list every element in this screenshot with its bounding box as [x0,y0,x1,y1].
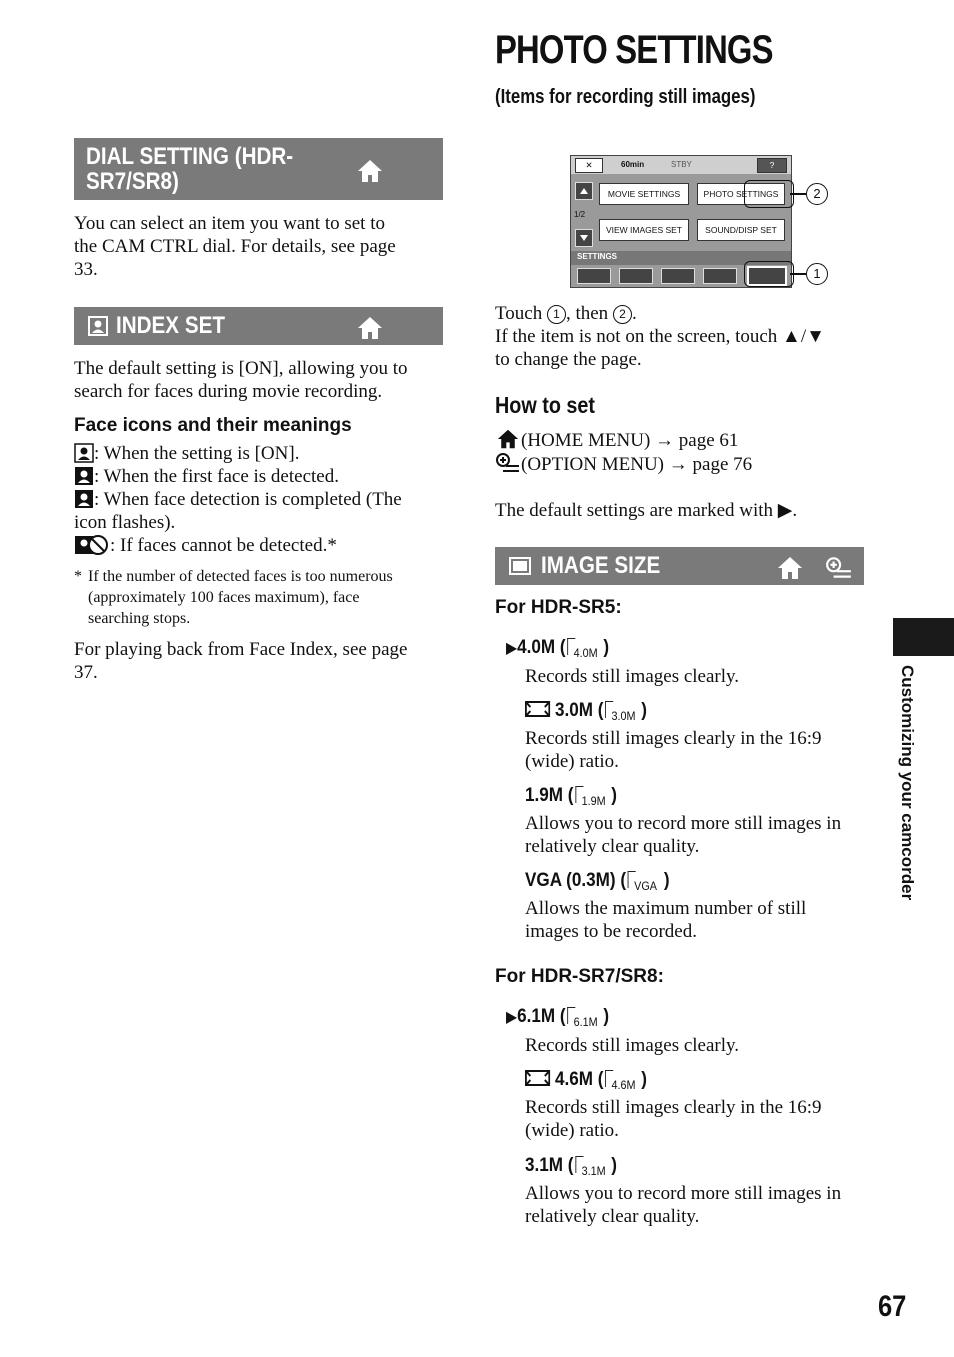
default-marker: ▶ [506,1009,518,1026]
touch-line [495,302,825,325]
footnote-mark: * [74,568,82,585]
lcd-settings-label: SETTINGS [577,252,618,261]
face-on-icon [74,443,94,463]
lcd-up-button[interactable] [575,182,593,200]
index-body-line: search for faces during movie recording. [74,381,383,402]
size-icon-label: 1.9M [581,794,606,808]
face-icon-item [74,465,446,488]
face-icons-subheading: Face icons and their meanings [74,415,352,436]
size-icon-label: 3.1M [581,1164,606,1178]
lcd-help-button[interactable]: ? [757,158,787,173]
dial-body [74,212,396,281]
default-note: The default settings are marked with ▶. [495,500,798,521]
size-icon-label: 4.0M [573,646,598,660]
lcd-page-indicator: 1/2 [574,210,586,219]
face-icon-list [74,442,446,557]
how-to-set-heading: How to set [495,392,596,418]
dial-body-line: the CAM CTRL dial. For details, see page [74,236,396,257]
home-icon [776,555,804,581]
sr78-item-desc [525,1096,822,1142]
face-icon-item [74,488,446,511]
item-close: ) [663,870,670,891]
size-3.1m-icon [573,1154,611,1176]
lcd-down-button[interactable] [575,229,593,247]
option-menu-icon [495,452,521,474]
dial-body-line: You can select an item you want to set to [74,213,385,234]
lcd-tab-other[interactable] [661,268,695,284]
section-thumb-tab [893,618,954,656]
item-head: 4.6M ( [554,1069,604,1090]
desc-line: relatively clear quality. [525,1206,700,1227]
touch-text: . [631,303,637,324]
footnote-line: (approximately 100 faces maximum), face [88,589,360,606]
wide-icon [525,700,550,718]
sr5-item-4.0m [506,636,609,659]
playback-note [74,638,407,684]
desc-line: images to be recorded. [525,921,697,942]
sr5-item-desc [525,897,806,943]
lcd-tab-manage[interactable] [703,268,737,284]
index-body [74,357,408,403]
page-number: 67 [878,1290,907,1323]
size-vga-icon [626,869,664,891]
face-first-detected-icon [74,466,94,486]
item-close: ) [611,785,617,806]
touch-text: , then [565,303,613,324]
wide-icon [525,1069,550,1087]
index-body-line: The default setting is [ON], allowing you to [74,358,408,379]
default-marker: ▶ [506,640,518,657]
image-size-label: IMAGE SIZE [541,552,661,579]
face-icon-text: : When the first face is detected. [94,466,339,487]
circled-2: 2 [613,305,632,324]
callout-1: 1 [806,263,828,285]
callout-2: 2 [806,183,828,205]
item-close: ) [641,1069,647,1090]
footnote [74,566,393,629]
size-1.9m-icon [573,784,611,806]
lcd-sound-disp-set-button[interactable]: SOUND/DISP SET [697,219,785,241]
desc-line: relatively clear quality. [525,836,700,857]
face-icon-text: : When face detection is completed (The [94,489,402,510]
face-icon-item [74,442,446,465]
sr5-item-3.0m [525,699,647,722]
option-menu-line [495,452,752,476]
size-3.0m-icon [603,699,641,721]
desc-line: Allows you to record more still images in [525,813,842,834]
size-icon-label: 3.0M [611,709,636,723]
sr78-heading: For HDR-SR7/SR8: [495,966,664,987]
size-4.0m-icon [566,636,604,658]
lcd-status: STBY [671,160,692,169]
sr5-item-vga [525,869,670,892]
sr78-item-6.1m [506,1005,609,1028]
option-menu-text: (OPTION MENU) → page 76 [521,454,753,475]
sr5-heading: For HDR-SR5: [495,597,622,618]
size-icon-label: 4.6M [611,1078,636,1092]
up-arrow-icon [576,183,592,199]
face-icon-text: icon flashes). [74,512,176,533]
face-icon-text: : If faces cannot be detected.* [110,535,337,556]
touch-instructions [495,302,825,371]
dial-setting-heading [74,138,443,200]
playback-line: For playing back from Face Index, see page [74,639,408,660]
down-arrow-icon [576,230,592,246]
dial-heading-line1: DIAL SETTING (HDR- [86,143,294,170]
item-close: ) [603,1006,610,1027]
photo-settings-highlight [744,180,794,208]
desc-line: Records still images clearly in the 16:9 [525,1097,822,1118]
sr78-item-3.1m [525,1154,617,1177]
sr78-item-desc [525,1182,841,1228]
lcd-close-button[interactable]: ✕ [575,158,603,173]
face-icon-item [74,534,446,557]
sr78-item-desc: Records still images clearly. [525,1035,740,1056]
face-detection-completed-icon [74,489,94,509]
footnote-line: If the number of detected faces is too numerous [88,568,393,585]
page-title: PHOTO SETTINGS [495,28,773,72]
circled-1: 1 [547,305,566,324]
lcd-view-images-set-button[interactable]: VIEW IMAGES SET [599,219,689,241]
size-4.6m-icon [603,1068,641,1090]
face-not-detected-icon [74,535,110,555]
item-head: 6.1M ( [517,1006,566,1027]
item-head: 4.0M ( [517,637,566,658]
sr5-item-1.9m [525,784,617,807]
dial-body-line: 33. [74,259,98,280]
home-menu-line [495,428,752,452]
desc-line: Allows the maximum number of still [525,898,807,919]
lcd-battery: 60min [621,160,645,169]
index-set-heading [74,307,443,345]
sr5-item-desc: Records still images clearly. [525,666,740,687]
item-close: ) [603,637,610,658]
size-icon-label: 6.1M [573,1015,598,1029]
touch-line: If the item is not on the screen, touch ▲/▼ [495,326,825,347]
how-to-set-body [495,428,752,476]
settings-tab-highlight [744,261,794,287]
item-head: 3.0M ( [554,700,604,721]
side-section-text: Customizing your camcorder [898,665,917,901]
index-set-label: INDEX SET [116,312,225,339]
touch-line: to change the page. [495,349,642,370]
lcd-tab-camera[interactable] [577,268,611,284]
face-icon-text: : When the setting is [ON]. [94,443,300,464]
home-menu-text: (HOME MENU) → page 61 [521,430,739,451]
item-head: VGA (0.3M) ( [525,870,627,891]
item-head: 3.1M ( [525,1155,574,1176]
sr5-item-desc [525,727,822,773]
desc-line: Allows you to record more still images in [525,1183,842,1204]
touch-text: Touch [495,303,547,324]
desc-line: (wide) ratio. [525,751,619,772]
home-icon [495,428,521,450]
lcd-movie-settings-button[interactable]: MOVIE SETTINGS [599,183,689,205]
sr5-item-desc [525,812,841,858]
lcd-tab-play[interactable] [619,268,653,284]
home-icon [356,315,384,341]
side-section-label [895,665,919,915]
item-close: ) [611,1155,617,1176]
playback-line: 37. [74,662,98,683]
lcd-photo-settings-button[interactable]: PHOTO SETTINGS [697,183,785,205]
desc-line: Records still images clearly in the 16:9 [525,728,822,749]
option-menu-icon [825,556,853,580]
image-size-icon [509,557,531,575]
sr78-item-4.6m [525,1068,647,1091]
dial-heading-line2: SR7/SR8) [86,168,179,195]
size-6.1m-icon [566,1005,604,1027]
desc-line: (wide) ratio. [525,1120,619,1141]
image-size-heading [495,547,864,585]
footnote-line: searching stops. [88,610,191,627]
size-icon-label: VGA [634,879,657,893]
item-close: ) [641,700,647,721]
face-index-icon [88,316,108,336]
page-subtitle: (Items for recording still images) [495,86,756,108]
item-head: 1.9M ( [525,785,574,806]
home-icon [356,158,384,184]
